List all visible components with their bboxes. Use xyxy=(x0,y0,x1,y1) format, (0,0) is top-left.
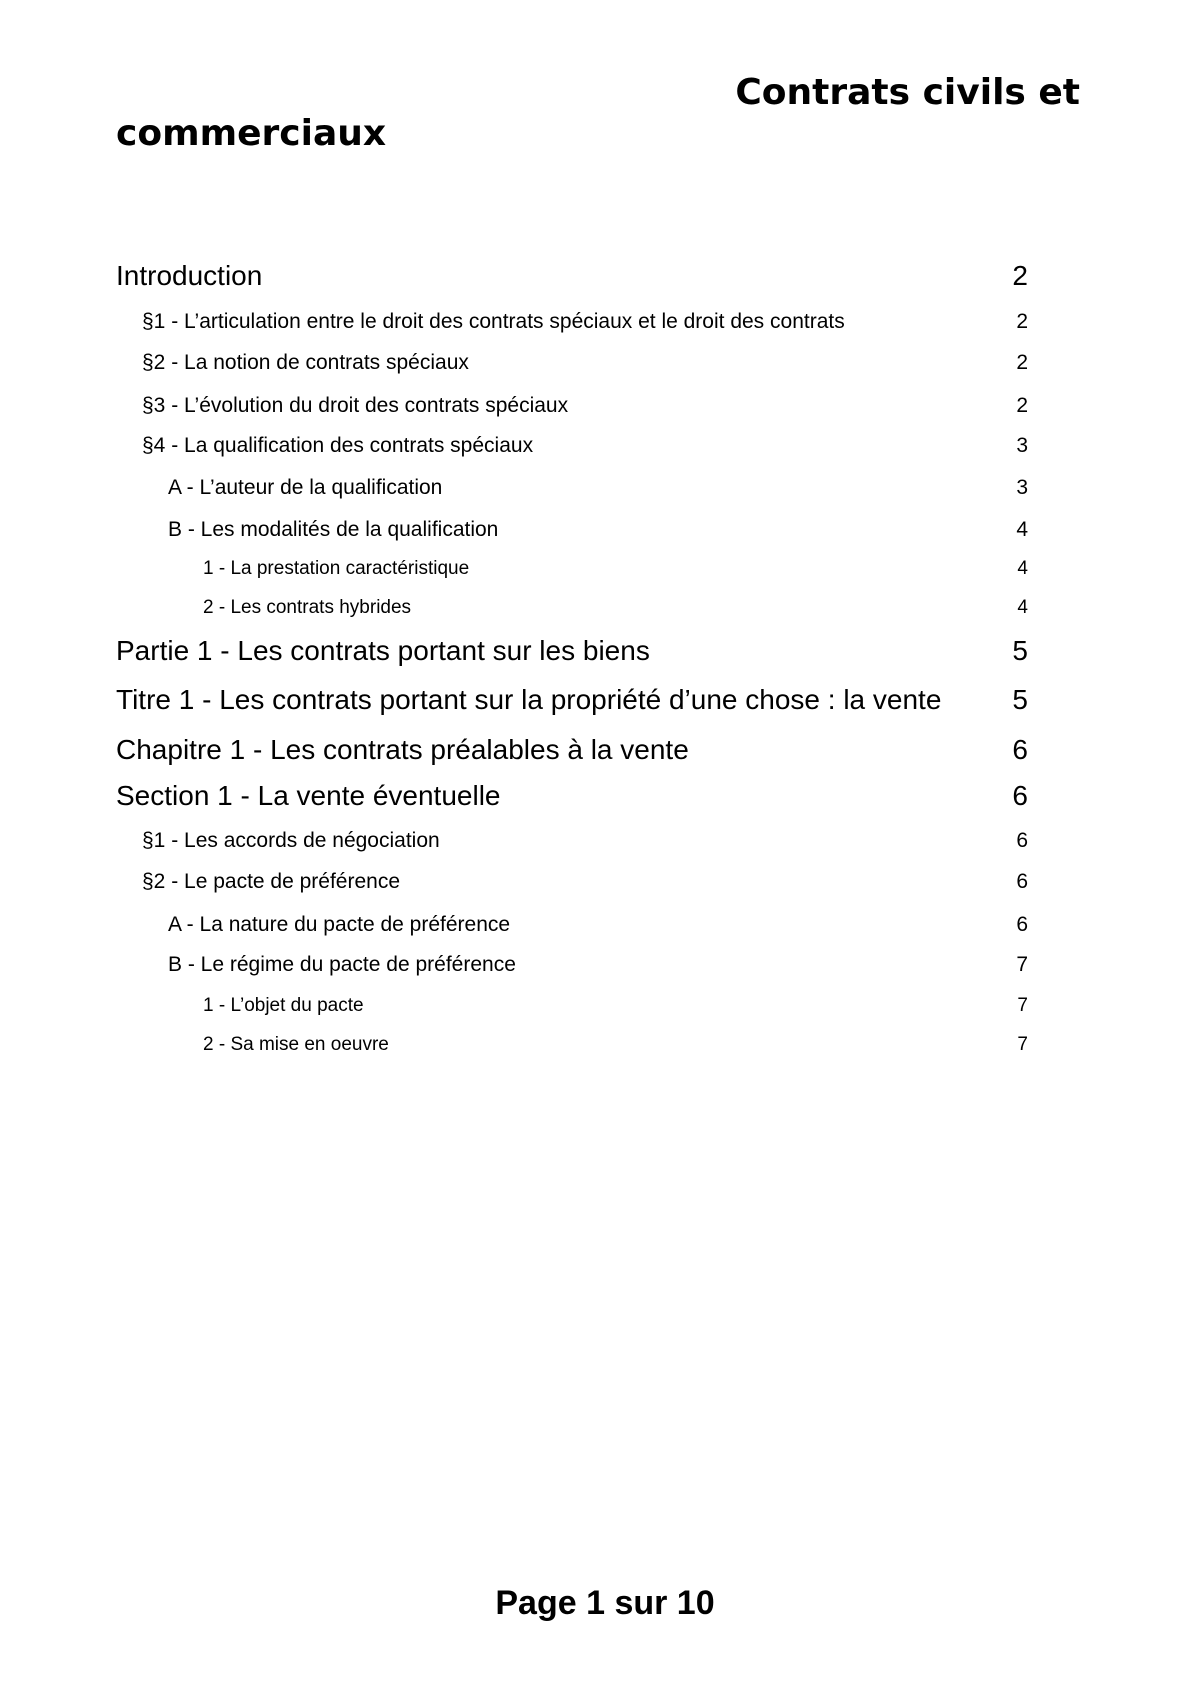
toc-entry-label: §1 - L’articulation entre le droit des contrats spéciaux et le droit des contrats xyxy=(142,309,845,333)
toc-entry-page: 5 xyxy=(1012,684,1028,715)
document-title-line-1: Contrats civils et xyxy=(735,72,1080,113)
toc-entry-label: §2 - Le pacte de préférence xyxy=(142,869,401,893)
toc-entry[interactable] xyxy=(116,589,1028,625)
toc-entry-page: 3 xyxy=(1016,433,1028,457)
toc-entry-page: 6 xyxy=(1012,780,1028,811)
toc-entry[interactable] xyxy=(116,511,1028,547)
toc-entry-label: §1 - Les accords de négociation xyxy=(142,828,440,852)
toc-entry-page: 2 xyxy=(1016,393,1028,417)
toc-entry[interactable] xyxy=(116,1026,1028,1062)
toc-entry-page: 6 xyxy=(1016,828,1028,852)
toc-entry-page: 2 xyxy=(1012,260,1028,291)
toc-entry[interactable] xyxy=(116,427,1028,463)
page-footer: Page 1 sur 10 xyxy=(495,1584,715,1622)
toc-entry[interactable] xyxy=(116,258,1028,294)
toc-entry-label: §4 - La qualification des contrats spéciaux xyxy=(142,433,534,457)
toc-entry-label: A - L’auteur de la qualification xyxy=(168,475,443,499)
toc-entry[interactable] xyxy=(116,822,1028,858)
toc-entry-page: 7 xyxy=(1017,1033,1028,1055)
toc-entry-page: 7 xyxy=(1017,994,1028,1016)
toc-entry-label: A - La nature du pacte de préférence xyxy=(168,912,511,936)
toc-entry-page: 7 xyxy=(1016,952,1028,976)
toc-entry[interactable] xyxy=(116,906,1028,942)
toc-entry-label: 2 - Les contrats hybrides xyxy=(203,596,412,618)
toc-entry-page: 4 xyxy=(1016,517,1028,541)
toc-entry-page: 2 xyxy=(1016,309,1028,333)
toc-entry[interactable] xyxy=(116,469,1028,505)
toc-entry-page: 3 xyxy=(1016,475,1028,499)
toc-entry-page: 6 xyxy=(1012,734,1028,765)
toc-entry-page: 4 xyxy=(1017,557,1028,579)
toc-entry[interactable] xyxy=(116,863,1028,899)
toc-entry[interactable] xyxy=(116,303,1028,339)
toc-entry-page: 5 xyxy=(1012,635,1028,666)
toc-entry-label: Section 1 - La vente éventuelle xyxy=(116,780,501,811)
toc-entry-page: 4 xyxy=(1017,596,1028,618)
toc-entry-label: B - Les modalités de la qualification xyxy=(168,517,499,541)
toc-entry[interactable] xyxy=(116,550,1028,586)
document-title-line-2: commerciaux xyxy=(116,113,387,154)
toc-entry[interactable] xyxy=(116,344,1028,380)
toc-entry-label: Introduction xyxy=(116,260,263,291)
toc-entry-label: Partie 1 - Les contrats portant sur les biens xyxy=(116,635,650,666)
toc-entry[interactable] xyxy=(116,732,1028,768)
toc-entry-page: 6 xyxy=(1016,869,1028,893)
toc-entry[interactable] xyxy=(116,987,1028,1023)
toc-entry-label: B - Le régime du pacte de préférence xyxy=(168,952,516,976)
toc-entry-label: 2 - Sa mise en oeuvre xyxy=(203,1033,389,1055)
toc-entry[interactable] xyxy=(116,633,1028,669)
toc-entry-page: 6 xyxy=(1016,912,1028,936)
toc-entry-label: §3 - L’évolution du droit des contrats spéciaux xyxy=(142,393,569,417)
toc-entry[interactable] xyxy=(116,946,1028,982)
toc-entry[interactable] xyxy=(116,778,1028,814)
toc-entry-label: Chapitre 1 - Les contrats préalables à la vente xyxy=(116,734,689,765)
toc-entry[interactable] xyxy=(116,387,1028,423)
toc-entry[interactable] xyxy=(116,682,1028,718)
toc-entry-label: 1 - L’objet du pacte xyxy=(203,994,364,1016)
toc-entry-label: §2 - La notion de contrats spéciaux xyxy=(142,350,469,374)
toc-entry-page: 2 xyxy=(1016,350,1028,374)
toc-entry-label: Titre 1 - Les contrats portant sur la propriété d’une chose : la vente xyxy=(116,684,942,715)
toc-entry-label: 1 - La prestation caractéristique xyxy=(203,557,470,579)
